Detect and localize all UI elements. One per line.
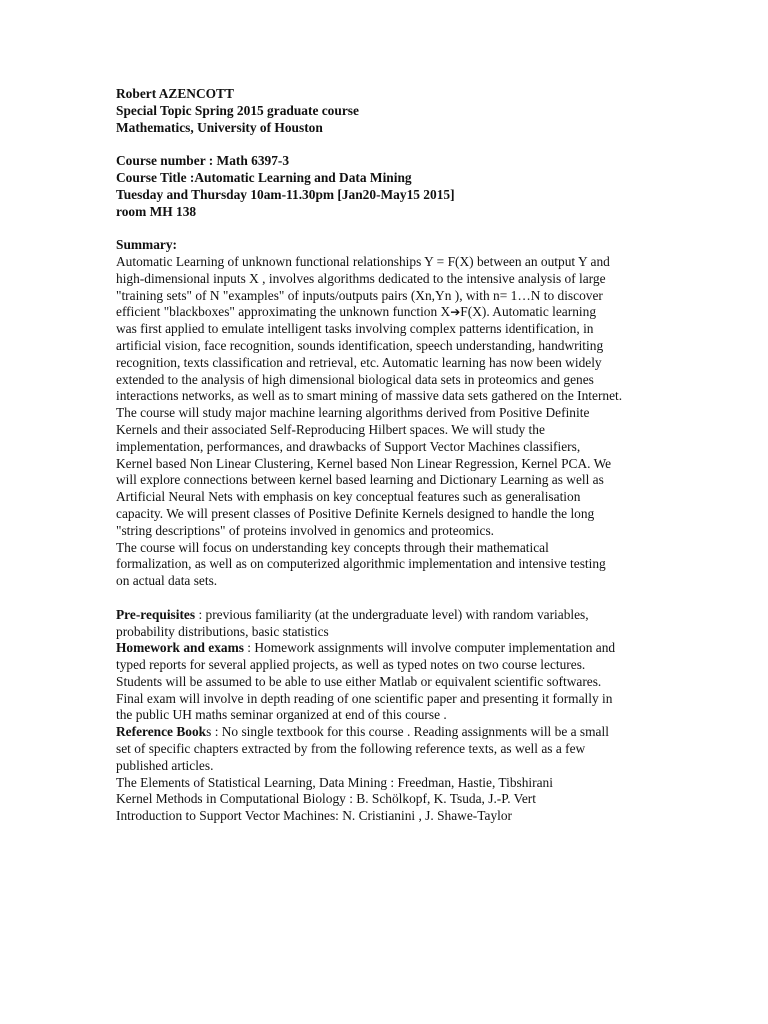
summary-line-tail: F(X). Automatic learning xyxy=(460,304,597,320)
summary-line: capacity. We will present classes of Positive Definite Kernels designed to handle the long xyxy=(116,505,595,521)
course-schedule: Tuesday and Thursday 10am-11.30pm [Jan20-May15 2015] xyxy=(116,186,455,202)
course-title: Course Title :Automatic Learning and Data Mining xyxy=(116,169,412,185)
summary-line-head: efficient "blackboxes" approximating the unknown function X xyxy=(116,304,451,320)
summary-line: Artificial Neural Nets with emphasis on key conceptual features such as generalisation xyxy=(116,489,581,505)
book-entry: Kernel Methods in Computational Biology : B. Schölkopf, K. Tsuda, J.-P. Vert xyxy=(116,791,536,807)
homework-line: Students will be assumed to be able to use either Matlab or equivalent scientific softwares. xyxy=(116,673,602,689)
book-entry: The Elements of Statistical Learning, Data Mining : Freedman, Hastie, Tibshirani xyxy=(116,774,553,790)
reference-books-line xyxy=(116,724,656,741)
homework-line: typed reports for several applied projects, as well as typed notes on two course lectures. xyxy=(116,657,586,673)
reference-books-text: : No single textbook for this course . Reading assignments will be a small xyxy=(211,724,609,740)
author-name: Robert AZENCOTT xyxy=(116,86,234,101)
reference-books-label-tail: s xyxy=(206,724,212,740)
spacer xyxy=(116,590,656,607)
reference-books-line: published articles. xyxy=(116,757,214,773)
summary-line: The course will focus on understanding key concepts through their mathematical xyxy=(116,539,549,555)
summary-line: Kernel based Non Linear Clustering, Kernel based Non Linear Regression, Kernel PCA. We xyxy=(116,455,612,471)
summary-line: Kernels and their associated Self-Reproducing Hilbert spaces. We will study the xyxy=(116,421,545,437)
summary-line: recognition, texts classification and retrieval, etc. Automatic learning has now been widely xyxy=(116,354,602,370)
reference-books-line: set of specific chapters extracted by from the following reference texts, as well as a few xyxy=(116,741,586,757)
homework-line: Final exam will involve in depth reading of one scientific paper and presenting it formally in xyxy=(116,690,613,706)
homework-line: the public UH maths seminar organized at end of this course . xyxy=(116,707,447,723)
summary-line: high-dimensional inputs X , involves algorithms dedicated to the intensive analysis of large xyxy=(116,270,606,286)
prerequisites-line xyxy=(116,607,656,624)
summary-heading: Summary: xyxy=(116,237,177,253)
homework-label: Homework and exams xyxy=(116,640,244,656)
book-entry: Introduction to Support Vector Machines: N. Cristianini , J. Shawe-Taylor xyxy=(116,808,513,824)
department: Mathematics, University of Houston xyxy=(116,119,323,135)
course-type: Special Topic Spring 2015 graduate course xyxy=(116,102,359,118)
prerequisites-text: : previous familiarity (at the undergraduate level) with random variables, xyxy=(195,606,589,622)
spacer xyxy=(116,220,656,237)
summary-line: The course will study major machine learning algorithms derived from Positive Definite xyxy=(116,405,590,421)
summary-line xyxy=(116,304,656,321)
course-number: Course number : Math 6397-3 xyxy=(116,153,290,169)
summary-line: implementation, performances, and drawbacks of Support Vector Machines classifiers, xyxy=(116,438,581,454)
syllabus-document xyxy=(116,86,656,825)
reference-books-label: Reference Book xyxy=(116,724,207,740)
prerequisites-line: probability distributions, basic statistics xyxy=(116,623,329,639)
right-arrow-icon: ➔ xyxy=(450,305,461,320)
summary-line: will explore connections between kernel based learning and Dictionary Learning as well as xyxy=(116,472,604,488)
summary-line: was first applied to emulate intelligent tasks involving complex patterns identification, in xyxy=(116,321,594,337)
prerequisites-label: Pre-requisites xyxy=(116,606,196,622)
course-room: room MH 138 xyxy=(116,203,197,219)
summary-line: "string descriptions" of proteins involved in genomics and proteomics. xyxy=(116,522,494,538)
spacer xyxy=(116,136,656,153)
summary-line: on actual data sets. xyxy=(116,573,218,589)
homework-text: : Homework assignments will involve computer implementation and xyxy=(243,640,616,656)
summary-line: interactions networks, as well as to smart mining of massive data sets gathered on the Internet. xyxy=(116,388,623,404)
summary-line: Automatic Learning of unknown functional relationships Y = F(X) between an output Y and xyxy=(116,253,610,269)
summary-line: extended to the analysis of high dimensional biological data sets in proteomics and genes xyxy=(116,371,594,387)
summary-line: artificial vision, face recognition, sounds identification, speech understanding, handwriting xyxy=(116,337,604,353)
summary-line: "training sets" of N "examples" of inputs/outputs pairs (Xn,Yn ), with n= 1…N to discover xyxy=(116,287,603,303)
homework-line xyxy=(116,640,656,657)
summary-line: formalization, as well as on computerized algorithmic implementation and intensive testing xyxy=(116,556,606,572)
